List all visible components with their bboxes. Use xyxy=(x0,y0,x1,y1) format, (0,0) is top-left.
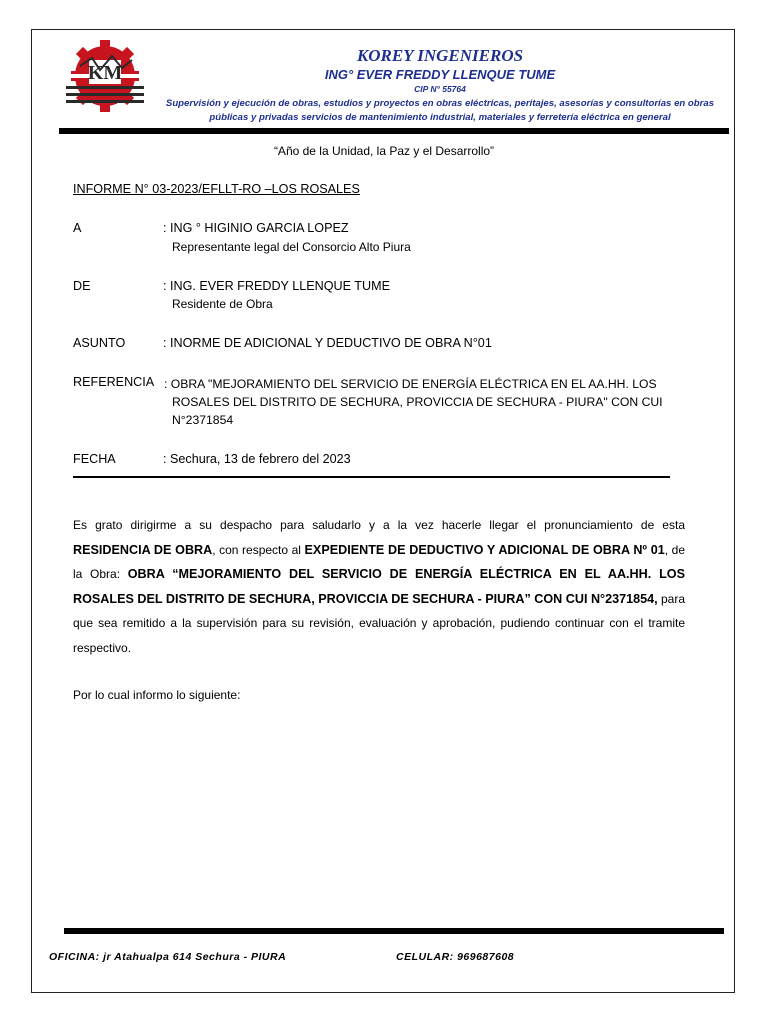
fields-divider xyxy=(73,476,670,478)
footer-divider xyxy=(64,928,724,934)
date-label: FECHA xyxy=(73,452,116,466)
from-label: DE xyxy=(73,279,91,293)
cip-number: CIP N° 55764 xyxy=(414,84,466,94)
header-divider xyxy=(59,128,729,134)
footer-office: OFICINA: jr Atahualpa 614 Sechura - PIURA xyxy=(49,951,287,963)
from-value: : ING. EVER FREDDY LLENQUE TUME xyxy=(163,279,390,293)
date-value: : Sechura, 13 de febrero del 2023 xyxy=(163,452,351,466)
closing-line: Por lo cual informo lo siguiente: xyxy=(73,688,241,702)
company-name: KOREY INGENIEROS xyxy=(356,46,524,65)
reference-rest: ROSALES DEL DISTRITO DE SECHURA, PROVICCIA DE SECHURA - PIURA" CON CUI N°2371854 xyxy=(172,395,663,427)
body-bold-residencia: RESIDENCIA DE OBRA xyxy=(73,542,213,557)
to-label: A xyxy=(73,221,82,235)
body-bold-obra: OBRA “MEJORAMIENTO DEL SERVICIO DE ENERGÍA ELÉCTRICA EN EL AA.HH. LOS ROSALES DEL DISTRITO DE SECHURA, PROVICCIA DE SECHURA - PIURA” CON CUI N°2371854, xyxy=(73,567,685,606)
body-text-1: Es grato dirigirme a su despacho para saludarlo y a la vez hacerle llegar el pronunciamiento de esta xyxy=(73,518,685,532)
to-value: : ING ° HIGINIO GARCIA LOPEZ xyxy=(163,221,349,235)
footer-phone: CELULAR: 969687608 xyxy=(396,951,515,963)
page-border xyxy=(31,29,735,993)
body-text-3: , de la Obra: xyxy=(73,542,686,581)
korey-logo-icon xyxy=(62,36,148,116)
engineer-name: ING° EVER FREDDY LLENQUE TUME xyxy=(324,67,556,82)
reference-value xyxy=(164,375,694,429)
subject-label: ASUNTO xyxy=(73,336,126,350)
report-title: INFORME N° 03-2023/EFLLT-RO –LOS ROSALES xyxy=(73,182,360,196)
body-paragraph xyxy=(73,513,685,660)
logo-letters: KM xyxy=(87,62,123,84)
body-text-4: para que sea remitido a la supervisión para su revisión, evaluación y aprobación, pudiendo continuar con el tramite respectivo. xyxy=(73,591,685,655)
to-subtitle: Representante legal del Consorcio Alto Piura xyxy=(172,240,411,254)
reference-label: REFERENCIA xyxy=(73,375,155,389)
subject-value: : INORME DE ADICIONAL Y DEDUCTIVO DE OBRA N°01 xyxy=(163,336,492,350)
company-description: Supervisión y ejecución de obras, estudios y proyectos en obras eléctricas, peritajes, asesorías y consultorías en obras públicas y privadas servicios de mantenimiento industrial, materiales y ferretería eléctrica en general xyxy=(165,98,715,123)
year-motto: “Año de la Unidad, la Paz y el Desarrollo” xyxy=(273,144,495,158)
body-text-2: , con respecto al xyxy=(212,542,305,557)
from-subtitle: Residente de Obra xyxy=(172,297,273,311)
reference-first-line: : OBRA "MEJORAMIENTO DEL SERVICIO DE ENERGÍA ELÉCTRICA EN EL AA.HH. LOS xyxy=(164,377,657,391)
body-bold-expediente: EXPEDIENTE DE DEDUCTIVO Y ADICIONAL DE OBRA Nº 01 xyxy=(304,542,665,557)
